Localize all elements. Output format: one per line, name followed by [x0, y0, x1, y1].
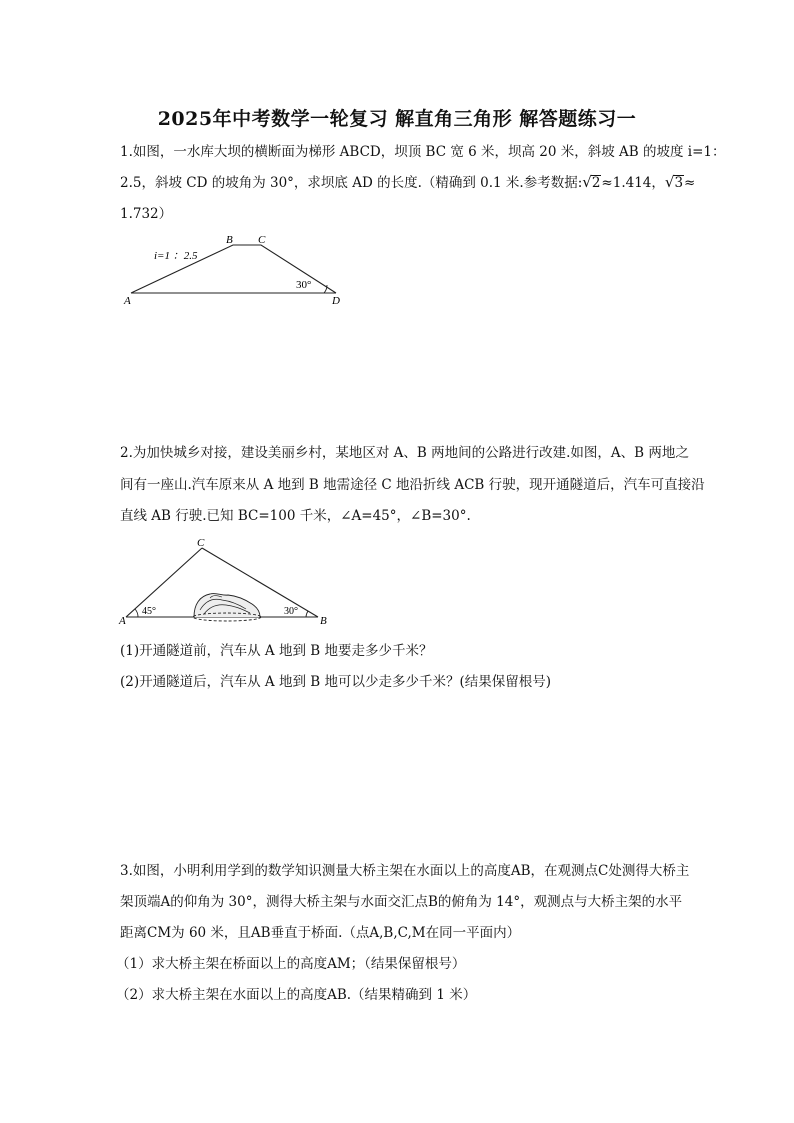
vertex-c: C	[258, 234, 266, 246]
vertex-a: A	[124, 295, 131, 307]
slope-label: i=1 ：2.5	[154, 250, 198, 262]
q1-text-line2a: 2.5，斜坡 CD 的坡角为 30°，求坝底 AD 的长度.（精确到 0.1 米.参考数据:	[120, 175, 583, 191]
vertex-c: C	[197, 537, 205, 549]
q1-sqrt3: 3	[674, 175, 684, 191]
q3-text-line2: 架顶端A的仰角为 30°，测得大桥主架与水面交汇点B的俯角为 14°，观测点与大桥主架的水平	[120, 894, 683, 910]
q1-approx1: ≈1.414，	[601, 175, 665, 191]
q1-trapezoid-figure	[118, 232, 358, 312]
q2-sub2: (2)开通隧道后，汽车从 A 地到 B 地可以少走多少千米？(结果保留根号)	[120, 674, 551, 690]
radical-sign: √	[582, 173, 592, 191]
vertex-b: B	[226, 234, 233, 246]
q1-approx2: ≈	[684, 175, 696, 191]
q2-text-line1: 2.为加快城乡对接，建设美丽乡村，某地区对 A、B 两地间的公路进行改建.如图，A、B 两地之	[120, 445, 689, 461]
radical-sign: √	[664, 173, 675, 191]
mountain-icon	[194, 593, 260, 617]
angle-label-a: 45°	[142, 606, 156, 617]
angle-arc-b	[306, 611, 308, 617]
angle-label-b: 30°	[284, 606, 298, 617]
angle-arc-a	[135, 609, 138, 617]
q2-text-line3: 直线 AB 行驶.已知 BC=100 千米，∠A=45°，∠B=30°.	[120, 508, 471, 524]
vertex-d: D	[332, 295, 340, 307]
vertex-b: B	[320, 615, 327, 626]
q2-triangle-figure	[118, 534, 338, 626]
q1-text-line1: 1.如图，一水库大坝的横断面为梯形 ABCD，坝顶 BC 宽 6 米，坝高 20 米，斜坡 AB 的坡度 i=1：	[120, 144, 726, 160]
q3-sub2: （2）求大桥主架在水面以上的高度AB.（结果精确到 1 米）	[116, 987, 477, 1003]
q1-text-line2	[120, 172, 695, 193]
q2-text-line2: 间有一座山.汽车原来从 A 地到 B 地需途径 C 地沿折线 ACB 行驶，现开通隧道后，汽车可直接沿	[120, 477, 705, 493]
q1-sqrt2: 2	[591, 175, 601, 191]
angle-label-d: 30°	[296, 279, 312, 291]
q2-sub1: (1)开通隧道前，汽车从 A 地到 B 地要走多少千米？	[120, 643, 433, 659]
q3-text-line3: 距离CM为 60 米，且AB垂直于桥面.（点A,B,C,M在同一平面内）	[120, 925, 521, 941]
q1-text-line3: 1.732）	[120, 206, 173, 222]
page-title: 2025年中考数学一轮复习 解直角三角形 解答题练习一	[157, 108, 637, 130]
q3-text-line1: 3.如图，小明利用学到的数学知识测量大桥主架在水面以上的高度AB，在观测点C处测得大桥主	[120, 863, 690, 879]
side-ac	[126, 548, 202, 617]
q3-sub1: （1）求大桥主架在桥面以上的高度AM；（结果保留根号）	[116, 956, 466, 972]
vertex-a: A	[119, 615, 126, 626]
